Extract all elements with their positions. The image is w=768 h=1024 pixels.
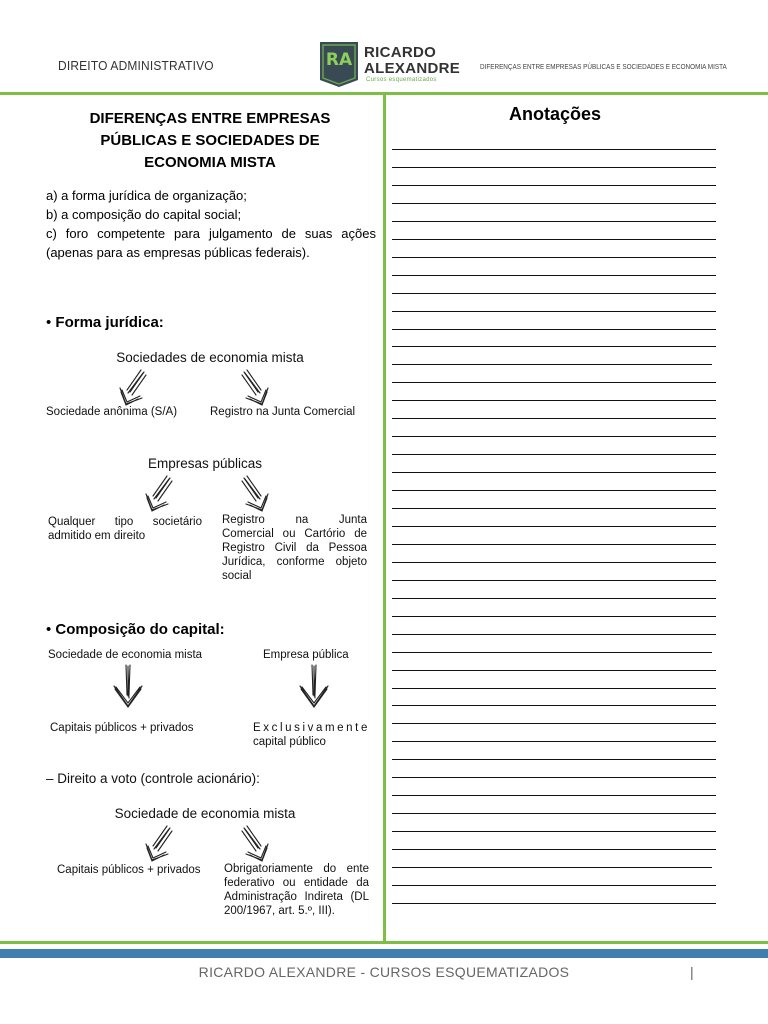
notes-line: [392, 508, 716, 509]
notes-line: [392, 849, 716, 850]
bullet-icon: •: [46, 314, 56, 331]
notes-line: [392, 580, 716, 581]
notes-line: [392, 616, 716, 617]
notes-line: [392, 329, 716, 330]
notes-title: Anotações: [508, 104, 602, 124]
voto-left: Capitais públicos + privados: [57, 864, 201, 876]
notes-line: [392, 436, 716, 437]
page-title: [50, 108, 370, 174]
criterion-b: b) a composição do capital social;: [46, 207, 242, 222]
sem-forma-left: Sociedade anônima (S/A): [46, 406, 178, 418]
footer-text: RICARDO ALEXANDRE - CURSOS ESQUEMATIZADOS: [198, 964, 570, 980]
notes-line: [392, 670, 716, 671]
header-subject: DIREITO ADMINISTRATIVO: [58, 58, 214, 73]
section-composicao-capital: [46, 621, 225, 638]
arrow-down-right-icon: [238, 474, 272, 514]
arrow-down-right-icon: [238, 368, 272, 408]
criterion-a: a) a forma jurídica de organização;: [46, 188, 247, 203]
notes-line: [392, 167, 716, 168]
notes-line: [392, 831, 716, 832]
footer-divider: [0, 941, 768, 944]
logo-subtitle: Cursos esquematizados: [366, 77, 437, 83]
notes-line: [392, 705, 716, 706]
notes-line: [392, 346, 716, 347]
notes-line: [392, 759, 716, 760]
notes-line: [392, 526, 716, 527]
notes-line: [392, 885, 716, 886]
ep-label: Empresas públicas: [147, 456, 263, 471]
notes-line: [392, 221, 716, 222]
arrow-down-icon: [294, 662, 334, 710]
arrow-down-right-icon: [238, 824, 272, 864]
sem-forma-right: Registro na Junta Comercial: [210, 406, 356, 418]
voto-label: Sociedade de economia mista: [114, 806, 296, 821]
notes-line: [392, 634, 716, 635]
notes-line: [392, 562, 716, 563]
notes-line: [392, 149, 716, 150]
logo-name-line1: RICARDO: [364, 44, 437, 61]
notes-line: [392, 795, 716, 796]
section-heading: Composição do capital:: [55, 621, 225, 638]
notes-line: [392, 867, 712, 868]
arrow-down-left-icon: [116, 368, 150, 408]
notes-line: [392, 257, 716, 258]
title-line: ECONOMIA MISTA: [144, 154, 276, 171]
ep-forma-right: Registro na Junta Comercial ou Cartório de Registro Civil da Pessoa Jurídica, conforme objeto social: [222, 514, 367, 582]
capital-col1-value: Capitais públicos + privados: [50, 722, 194, 734]
arrow-down-left-icon: [142, 474, 176, 514]
ep-forma-left: Qualquer tipo societário admitido em direito: [48, 516, 202, 542]
section-heading: Forma jurídica:: [55, 314, 164, 331]
capital-col2-value: Exclusivamente capital público: [253, 722, 370, 748]
title-line: DIFERENÇAS ENTRE EMPRESAS: [89, 110, 331, 127]
notes-line: [392, 777, 716, 778]
voto-right: Obrigatoriamente do ente federativo ou entidade da Administração Indireta (DL 200/1967, art. 5.º, III).: [224, 863, 369, 917]
notes-line: [392, 364, 712, 365]
notes-line: [392, 652, 712, 653]
criterion-c: c) foro competente para julgamento de suas ações (apenas para as empresas públicas federais).: [46, 226, 376, 260]
notes-line: [392, 203, 716, 204]
notes-line: [392, 400, 716, 401]
voto-heading: – Direito a voto (controle acionário):: [46, 771, 260, 786]
arrow-down-left-icon: [142, 824, 176, 864]
notes-line: [392, 185, 716, 186]
logo-name-line2: ALEXANDRE: [364, 60, 461, 77]
notes-line: [392, 311, 716, 312]
notes-line: [392, 293, 716, 294]
title-line: PÚBLICAS E SOCIEDADES DE: [100, 132, 320, 149]
notes-line: [392, 903, 716, 904]
arrow-down-icon: [108, 662, 148, 710]
notes-line: [392, 544, 716, 545]
notes-line: [392, 382, 716, 383]
bullet-icon: •: [46, 621, 56, 638]
page-number: |: [690, 964, 694, 980]
notes-line: [392, 472, 716, 473]
notes-line: [392, 275, 716, 276]
header-topic: DIFERENÇAS ENTRE EMPRESAS PÚBLICAS E SOCIEDADES E ECONOMIA MISTA: [480, 62, 727, 71]
notes-line: [392, 454, 716, 455]
column-divider: [383, 94, 386, 943]
notes-line: [392, 490, 716, 491]
notes-line: [392, 813, 716, 814]
capital-col2-label: Empresa pública: [263, 649, 349, 661]
notes-line: [392, 688, 716, 689]
notes-line: [392, 418, 716, 419]
notes-line: [392, 741, 716, 742]
notes-line: [392, 598, 716, 599]
footer-band: [0, 949, 768, 958]
logo-initials: RA: [325, 50, 353, 70]
section-forma-juridica: [46, 314, 164, 331]
sem-label: Sociedades de economia mista: [116, 350, 304, 365]
notes-line: [392, 723, 716, 724]
capital-col1-label: Sociedade de economia mista: [48, 649, 203, 661]
notes-line: [392, 239, 716, 240]
